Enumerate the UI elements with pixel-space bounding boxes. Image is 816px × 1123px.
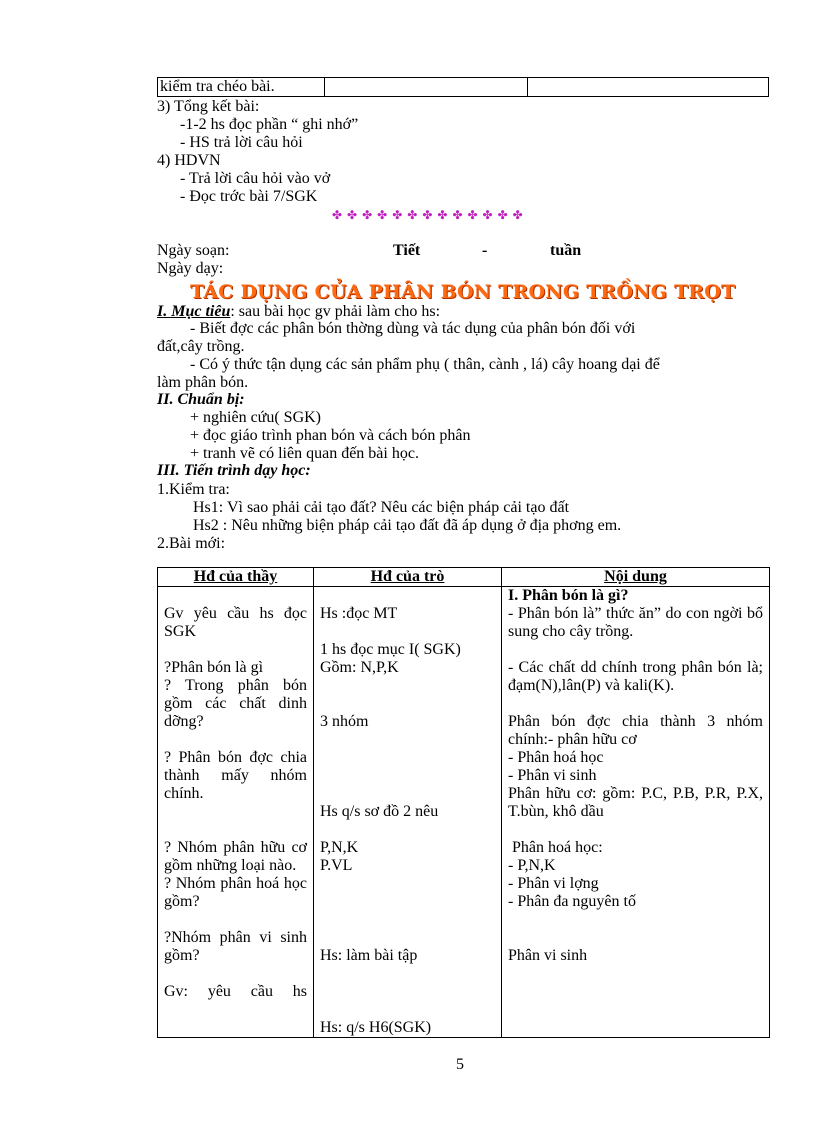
student-item: P,N,K bbox=[320, 839, 359, 856]
objective-1-cont: đất,cây trồng. bbox=[157, 338, 245, 355]
lesson-title: TÁC DỤNG CỦA PHÂN BÓN TRONG TRỒNG TRỌT bbox=[190, 281, 736, 303]
content-definition: - Phân bón là” thức ăn” do con ngời bổ sung cho cây trồng. bbox=[508, 605, 763, 640]
objectives-line bbox=[157, 303, 440, 321]
hdvn-item-2: - Đọc trớc bài 7/SGK bbox=[180, 188, 318, 205]
top-table-cell-3 bbox=[528, 77, 769, 97]
teacher-item: ? Nhóm phân hữu cơ gồm những loại nào. bbox=[164, 839, 307, 874]
procedure-heading: III. Tiến trình dạy học: bbox=[157, 462, 311, 479]
teacher-column bbox=[158, 587, 314, 1038]
student-item: 1 hs đọc mục I( SGK) bbox=[320, 641, 461, 658]
week-label: tuần bbox=[550, 242, 582, 259]
preparation-item-3: + tranh vẽ có liên quan đến bài học. bbox=[190, 445, 419, 462]
student-item: Hs: q/s H6(SGK) bbox=[320, 1019, 432, 1036]
date-taught-label: Ngày dạy: bbox=[157, 260, 224, 277]
student-item: 3 nhóm bbox=[320, 713, 369, 730]
period-label: Tiết bbox=[393, 242, 421, 259]
objective-1: - Biết đợc các phân bón thờng dùng và tác dụng của phân bón đối với bbox=[190, 320, 636, 337]
content-group-2: - Phân hoá học bbox=[508, 749, 604, 766]
top-table-cell-1 bbox=[157, 77, 325, 97]
wrap-up-heading: 3) Tổng kết bài: bbox=[157, 98, 260, 115]
top-table-text: kiểm tra chéo bài. bbox=[160, 78, 275, 95]
objectives-intro: : sau bài học gv phải làm cho hs: bbox=[230, 303, 441, 320]
teacher-item: ?Nhóm phân vi sinh gồm? bbox=[164, 929, 307, 964]
date-prepared-label: Ngày soạn: bbox=[157, 242, 230, 259]
header-student: Hđ của trò bbox=[314, 568, 502, 587]
preparation-item-2: + đọc giáo trình phan bón và cách bón phân bbox=[190, 427, 471, 444]
period-dash: - bbox=[482, 242, 488, 259]
content-chem-2: - Phân vi lợng bbox=[508, 875, 599, 892]
student-column bbox=[314, 587, 502, 1038]
content-groups: Phân bón đợc chia thành 3 nhóm chính:- phân hữu cơ bbox=[508, 713, 763, 748]
student-item: Hs :đọc MT bbox=[320, 605, 398, 622]
new-lesson-label: 2.Bài mới: bbox=[157, 535, 226, 552]
header-teacher: Hđ của thầy bbox=[158, 568, 314, 587]
check-label: 1.Kiểm tra: bbox=[157, 481, 230, 498]
objective-2-cont: làm phân bón. bbox=[157, 374, 249, 391]
student-item: Gồm: N,P,K bbox=[320, 659, 399, 676]
lesson-activity-table bbox=[157, 567, 770, 1038]
hdvn-item-1: - Trả lời câu hỏi vào vở bbox=[180, 170, 331, 187]
objectives-heading: I. Mục tiêu bbox=[157, 303, 231, 320]
student-item: Hs q/s sơ đồ 2 nêu bbox=[320, 803, 439, 820]
content-column bbox=[502, 587, 770, 1038]
ornament-divider: ✤ ✤ ✤ ✤ ✤ ✤ ✤ ✤ ✤ ✤ ✤ ✤ ✤ bbox=[332, 208, 524, 222]
student-item: Hs: làm bài tập bbox=[320, 947, 418, 964]
content-micro: Phân vi sinh bbox=[508, 947, 588, 964]
check-question-2: Hs2 : Nêu những biện pháp cải tạo đất đã áp dụng ở địa phơng em. bbox=[193, 517, 622, 534]
content-heading: I. Phân bón là gì? bbox=[508, 587, 629, 604]
teacher-item: ? Phân bón đợc chia thành mấy nhóm chính. bbox=[164, 749, 307, 802]
content-chem-heading: Phân hoá học: bbox=[512, 839, 603, 856]
student-item: P.VL bbox=[320, 857, 353, 874]
hdvn-heading: 4) HDVN bbox=[157, 152, 221, 169]
check-question-1: Hs1: Vì sao phải cải tạo đất? Nêu các biện pháp cải tạo đất bbox=[193, 499, 570, 516]
teacher-item: Gv: yêu cầu hs bbox=[164, 983, 307, 1000]
content-organic: Phân hữu cơ: gồm: P.C, P.B, P.R, P.X, T.bùn, khô dầu bbox=[508, 785, 763, 820]
preparation-item-1: + nghiên cứu( SGK) bbox=[190, 409, 322, 426]
page-number: 5 bbox=[456, 1056, 464, 1073]
teacher-item: ? Nhóm phân hoá học gồm? bbox=[164, 875, 307, 910]
teacher-item: Gv yêu cầu hs đọc SGK bbox=[164, 605, 307, 640]
objective-2: - Có ý thức tận dụng các sản phẩm phụ ( thân, cành , lá) cây hoang dại để bbox=[190, 356, 660, 373]
teacher-item: ? Trong phân bón gồm các chất dinh dỡng? bbox=[164, 677, 307, 730]
teacher-item: ?Phân bón là gì bbox=[164, 659, 264, 676]
header-content: Nội dung bbox=[502, 568, 770, 587]
content-nutrients: - Các chất dd chính trong phân bón là; đạm(N),lân(P) và kali(K). bbox=[508, 659, 763, 694]
wrap-up-item-2: - HS trả lời câu hỏi bbox=[180, 134, 303, 151]
wrap-up-item-1: -1-2 hs đọc phần “ ghi nhớ” bbox=[180, 116, 359, 133]
content-group-3: - Phân vi sinh bbox=[508, 767, 597, 784]
preparation-heading: II. Chuẩn bị: bbox=[157, 391, 245, 408]
content-chem-1: - P,N,K bbox=[508, 857, 556, 874]
top-table-cell-2 bbox=[324, 77, 528, 97]
content-chem-3: - Phân đa nguyên tố bbox=[508, 893, 636, 910]
